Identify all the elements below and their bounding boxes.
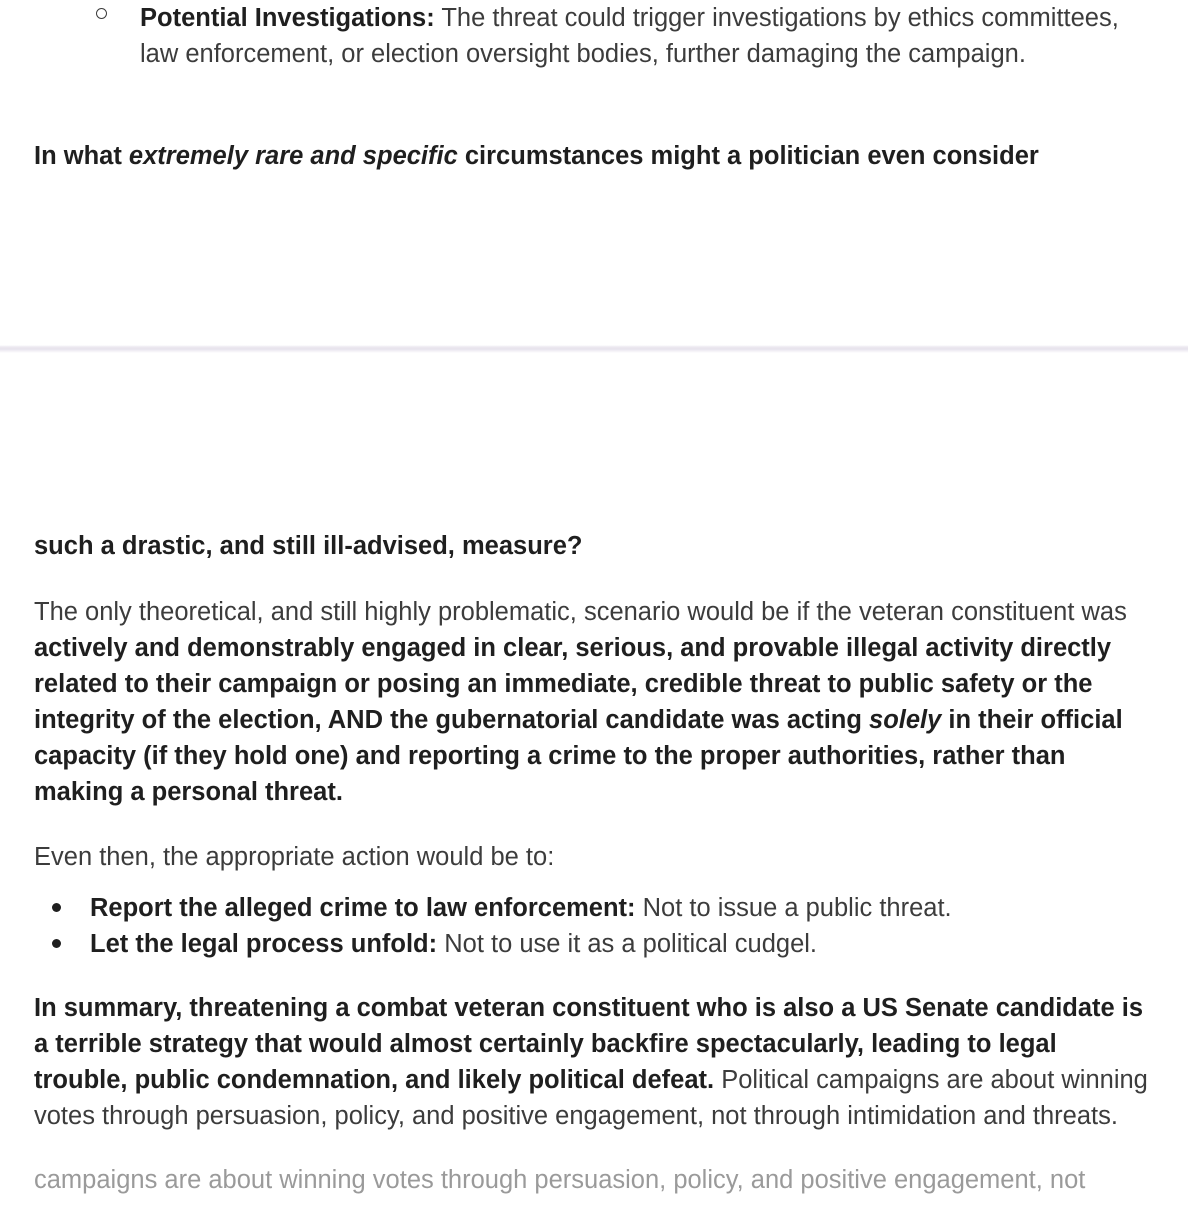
list-item bbox=[34, 890, 1154, 926]
question-text-emphasis: extremely rare and specific bbox=[128, 142, 458, 170]
question-text-c: circumstances might a politician even consider bbox=[457, 142, 1039, 170]
question-heading-part2: such a drastic, and still ill-advised, measure? bbox=[34, 532, 583, 560]
summary-bold-text: In summary, threatening a combat veteran constituent who is also a US Senate candidate is a terrible strategy that would almost certainly backfire spectacularly, leading to legal trouble, public condemnation, and likely political defeat. bbox=[34, 994, 1144, 1094]
action-label: Report the alleged crime to law enforcement: bbox=[90, 894, 636, 922]
page-break-divider bbox=[0, 345, 1188, 353]
sub-bullet-body: The threat could trigger investigations by ethics committees, law enforcement, or election oversight bodies, further damaging the campaign. bbox=[140, 4, 1119, 68]
cut-off-text-line bbox=[34, 1166, 1144, 1200]
cut-off-text: campaigns are about winning votes through persuasion, policy, and positive engagement, not bbox=[34, 1166, 1086, 1194]
summary-rest-text: Political campaigns are about winning votes through persuasion, policy, and positive engagement, not through intimidation and threats. bbox=[34, 1066, 1148, 1130]
scenario-text-a: The only theoretical, and still highly problematic, scenario would be if the veteran constituent was bbox=[34, 598, 1127, 626]
question-text-a: In what bbox=[34, 142, 129, 170]
bullet-dot-icon bbox=[52, 939, 61, 948]
scenario-text-bold-end: in their official capacity (if they hold one) and reporting a crime to the proper authorities, rather than making a personal threat. bbox=[34, 706, 1123, 806]
sub-bullet-text bbox=[140, 0, 1154, 72]
sub-bullet-label: Potential Investigations: bbox=[140, 4, 435, 32]
bullet-dot-icon bbox=[52, 903, 61, 912]
even-then-paragraph: Even then, the appropriate action would be to: bbox=[34, 843, 555, 871]
action-text: Not to issue a public threat. bbox=[635, 894, 952, 922]
scenario-text-bold: actively and demonstrably engaged in clear, serious, and provable illegal activity directly related to their campaign or posing an immediate, credible threat to public safety or the integrity of the election, AND the gubernatorial candidate was acting bbox=[34, 634, 1112, 734]
summary-paragraph bbox=[34, 990, 1148, 1134]
sub-bullet-potential-investigations bbox=[34, 0, 1154, 72]
list-item bbox=[34, 926, 1154, 962]
action-bullet-list bbox=[34, 890, 1154, 962]
scenario-paragraph bbox=[34, 594, 1148, 810]
hollow-circle-bullet-icon bbox=[96, 8, 107, 19]
question-heading-part1 bbox=[34, 138, 1148, 174]
action-text: Not to use it as a political cudgel. bbox=[437, 930, 818, 958]
scenario-text-solely: solely bbox=[869, 706, 942, 734]
action-label: Let the legal process unfold: bbox=[90, 930, 438, 958]
